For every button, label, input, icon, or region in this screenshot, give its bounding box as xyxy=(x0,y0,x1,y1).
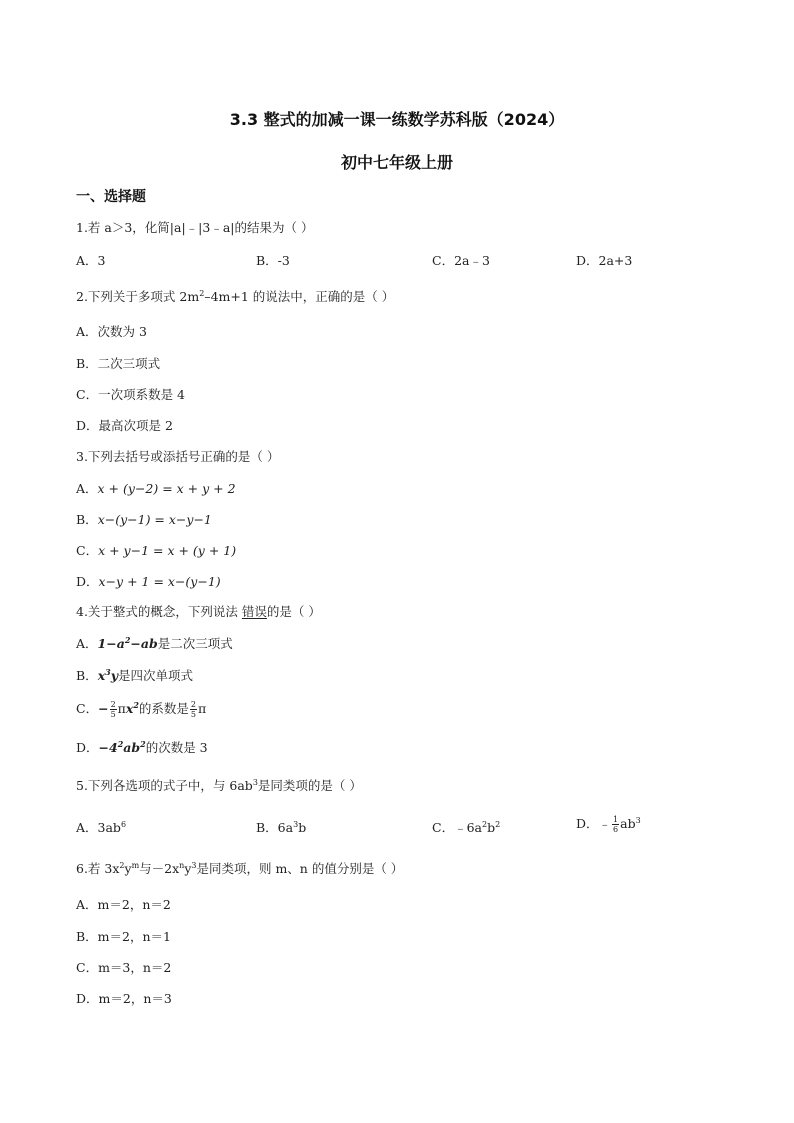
question-5-option-a[interactable] xyxy=(76,818,126,836)
fraction xyxy=(110,700,117,719)
question-1-option-b[interactable]: B．-3 xyxy=(256,253,290,268)
fraction-numerator: 1 xyxy=(613,815,619,824)
question-4-option-d[interactable] xyxy=(76,738,208,756)
option-text: ab xyxy=(620,816,636,831)
question-5-stem xyxy=(76,776,362,794)
question-6-option-b[interactable]: B．m＝2，n＝1 xyxy=(76,929,171,944)
question-6-stem-part: 6.若 3x xyxy=(76,861,120,876)
question-6-stem xyxy=(76,859,403,877)
section-heading: 一、选择题 xyxy=(76,189,146,205)
option-text: 是二次三项式 xyxy=(157,636,233,651)
option-label: B． xyxy=(76,512,98,527)
math-expression: y xyxy=(110,668,118,683)
exponent: 6 xyxy=(120,820,127,829)
question-5-stem-exp: 3 xyxy=(252,778,258,787)
pi-symbol: π xyxy=(117,701,126,716)
question-1-option-a[interactable]: A．3 xyxy=(76,253,106,268)
question-6-stem-part: y xyxy=(184,861,192,876)
question-6-option-d[interactable]: D．m＝2，n＝3 xyxy=(76,991,172,1006)
option-text: C．﹣6a xyxy=(432,820,482,835)
question-3-option-a[interactable] xyxy=(76,479,236,497)
fraction xyxy=(190,700,197,719)
question-5-option-b[interactable] xyxy=(256,818,306,836)
page-title: 3.3 整式的加减一课一练数学苏科版（2024） xyxy=(229,110,565,129)
exponent: 2 xyxy=(119,861,125,870)
option-text: 的系数是 xyxy=(138,701,189,716)
exponent: 2 xyxy=(117,739,124,749)
exponent: 2 xyxy=(481,820,488,829)
exponent: m xyxy=(131,861,140,870)
question-3-stem: 3.下列去括号或添括号正确的是（ ） xyxy=(76,449,280,464)
option-label: D． xyxy=(76,740,99,755)
question-4-option-b[interactable] xyxy=(76,666,193,684)
option-text: B．6a xyxy=(256,820,294,835)
fraction-numerator: 2 xyxy=(190,700,197,709)
question-2-stem-pre: 2.下列关于多项式 2m xyxy=(76,289,200,304)
question-4-stem-pre: 4.关于整式的概念，下列说法 xyxy=(76,604,242,619)
fraction-denominator: 6 xyxy=(613,825,619,834)
question-4-stem-post: 的是（ ） xyxy=(266,604,321,619)
exponent: 3 xyxy=(293,820,299,829)
option-label: A． xyxy=(76,481,98,496)
exponent: 2 xyxy=(124,635,131,645)
math-expression: ab xyxy=(123,740,141,755)
question-3-option-b[interactable] xyxy=(76,510,212,528)
fraction-numerator: 2 xyxy=(110,700,116,709)
exponent: 3 xyxy=(191,861,197,870)
math-expression: −4 xyxy=(98,740,118,755)
question-5-option-c[interactable] xyxy=(432,818,500,836)
question-6-stem-part: 是同类项，则 m、n 的值分别是（ ） xyxy=(196,861,404,876)
math-expression: x xyxy=(97,668,106,683)
question-4-emphasis: 错误 xyxy=(241,604,267,619)
question-3-option-d[interactable] xyxy=(76,572,221,590)
pi-symbol: π xyxy=(198,701,207,716)
question-1-option-c[interactable]: C．2a﹣3 xyxy=(432,253,490,268)
question-2-stem-post: –4m+1 的说法中，正确的是（ ） xyxy=(204,289,395,304)
fraction xyxy=(612,815,619,834)
question-2-option-a[interactable]: A．次数为 3 xyxy=(76,324,147,339)
math-expression: x xyxy=(125,701,134,716)
exponent: 2 xyxy=(133,700,139,710)
math-expression: −ab xyxy=(130,636,158,651)
exponent: 3 xyxy=(105,667,111,677)
math-expression: 1−a xyxy=(97,636,125,651)
fraction-denominator: 5 xyxy=(190,710,197,719)
option-text: b xyxy=(487,820,496,835)
minus-sign: − xyxy=(98,701,109,716)
math-expression: x−(y−1) = x−y−1 xyxy=(97,512,212,527)
question-1-stem: 1.若 a＞3，化简|a|﹣|3﹣a|的结果为（ ） xyxy=(76,220,314,235)
question-2-option-d[interactable]: D．最高次项是 2 xyxy=(76,418,173,433)
option-label: A． xyxy=(76,636,98,651)
exponent: 2 xyxy=(140,739,146,749)
question-6-stem-part: y xyxy=(124,861,132,876)
question-1-option-d[interactable]: D．2a+3 xyxy=(576,253,633,268)
fraction-denominator: 5 xyxy=(110,710,116,719)
option-label: C． xyxy=(76,701,99,716)
question-2-option-c[interactable]: C．一次项系数是 4 xyxy=(76,387,185,402)
question-2-stem xyxy=(76,287,394,305)
math-expression: x + y−1 = x + (y + 1) xyxy=(98,543,237,558)
math-expression: x−y + 1 = x−(y−1) xyxy=(98,574,221,589)
question-4-option-c[interactable] xyxy=(76,699,206,719)
option-text: A．3ab xyxy=(76,820,121,835)
question-5-stem-pre: 5.下列各选项的式子中，与 6ab xyxy=(76,778,253,793)
option-label: C． xyxy=(76,543,99,558)
question-4-option-a[interactable] xyxy=(76,634,233,652)
option-label: D． xyxy=(76,574,99,589)
exponent: n xyxy=(179,861,185,870)
math-expression: x + (y−2) = x + y + 2 xyxy=(97,481,236,496)
question-6-stem-part: 与－2x xyxy=(139,861,180,876)
option-text: 的次数是 3 xyxy=(145,740,208,755)
exponent: 2 xyxy=(495,820,501,829)
exponent: 3 xyxy=(635,816,641,825)
option-text: b xyxy=(298,820,307,835)
option-text: 是四次单项式 xyxy=(117,668,193,683)
question-4-stem xyxy=(76,602,321,620)
question-3-option-c[interactable] xyxy=(76,541,236,559)
page-subtitle: 初中七年级上册 xyxy=(340,153,453,172)
option-text: D．﹣ xyxy=(576,816,612,831)
question-2-option-b[interactable]: B．二次三项式 xyxy=(76,356,161,371)
question-6-option-a[interactable]: A．m＝2，n＝2 xyxy=(76,897,171,912)
question-5-stem-post: 是同类项的是（ ） xyxy=(257,778,362,793)
question-5-option-d[interactable] xyxy=(576,814,641,834)
question-6-option-c[interactable]: C．m＝3，n＝2 xyxy=(76,960,172,975)
question-2-stem-exp: 2 xyxy=(199,289,205,298)
option-label: B． xyxy=(76,668,98,683)
